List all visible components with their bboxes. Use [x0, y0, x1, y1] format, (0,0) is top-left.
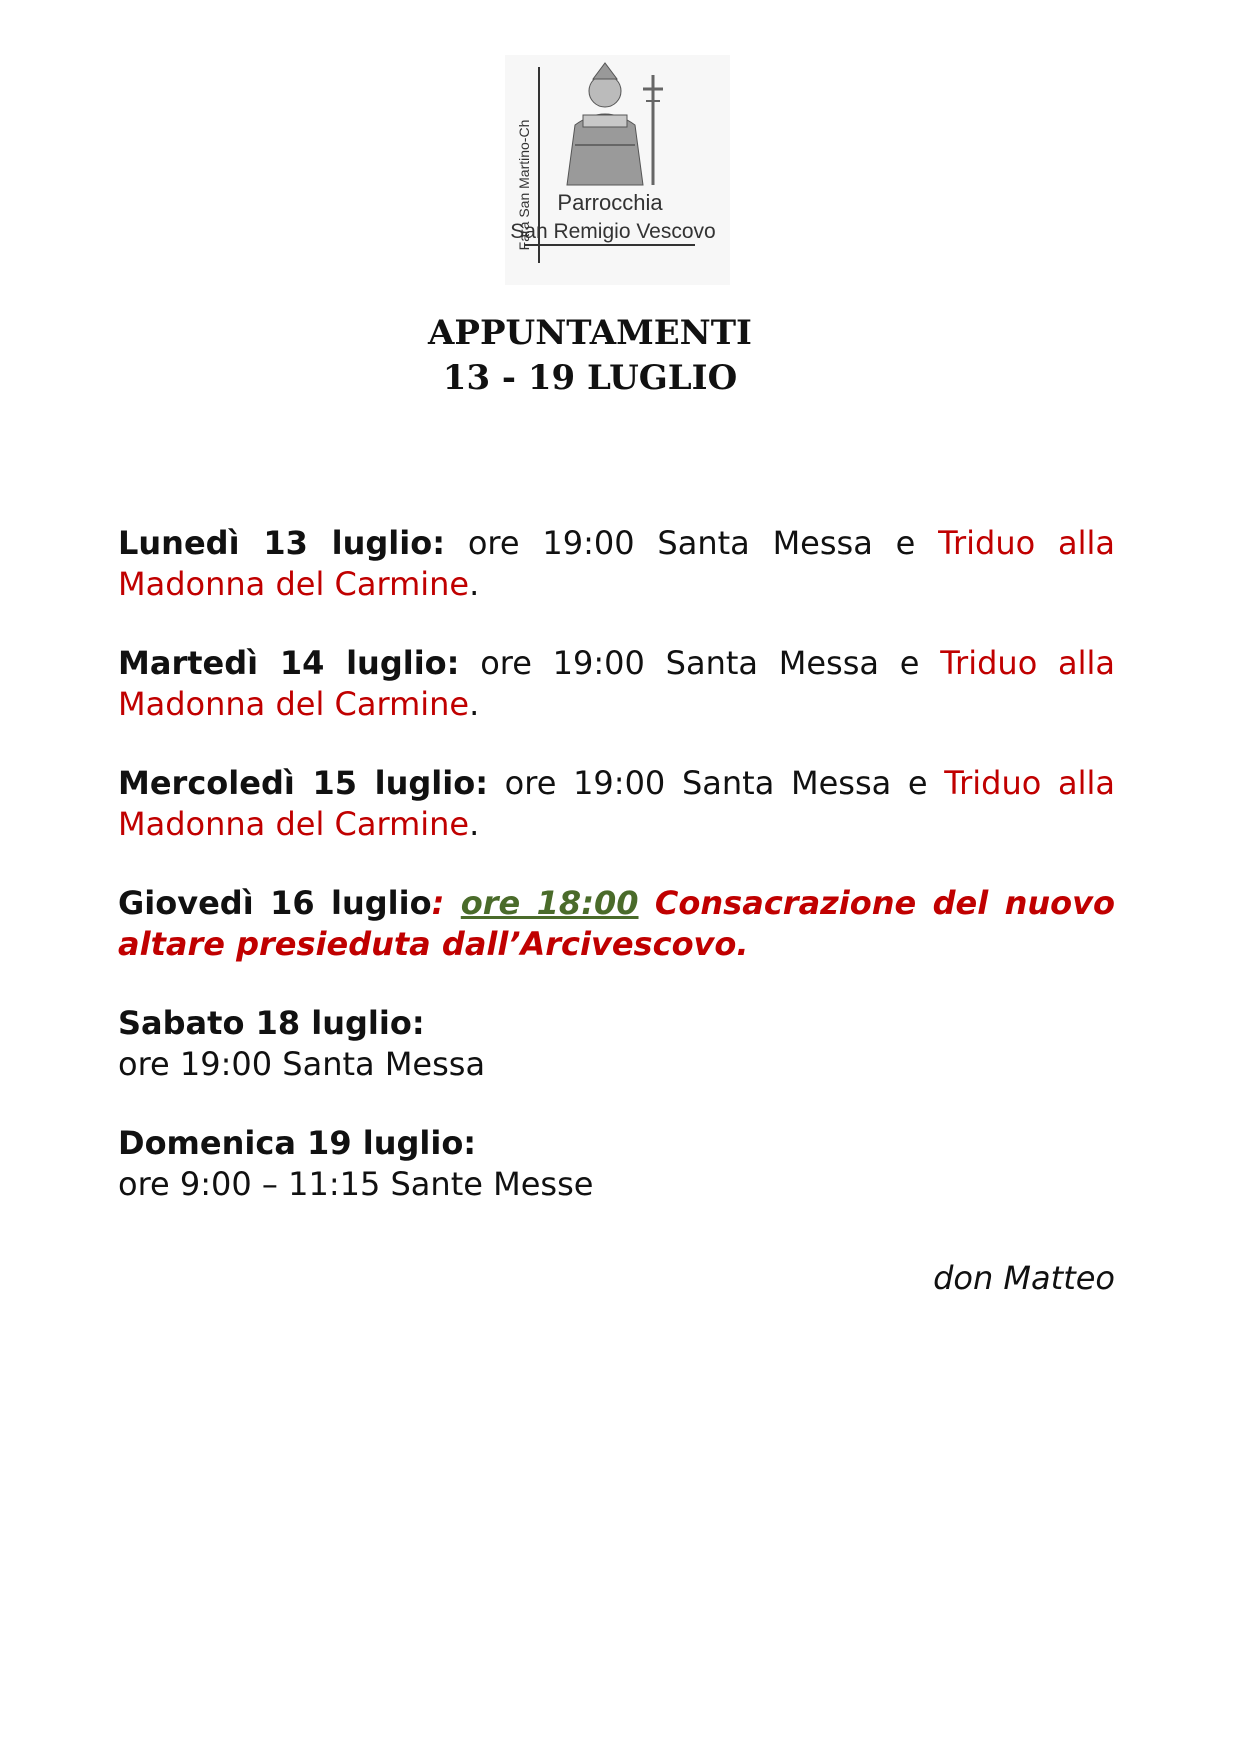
- entry-highlight: Triduo alla Madonna del Carmine: [118, 644, 1116, 723]
- page-title: APPUNTAMENTI: [428, 313, 752, 353]
- entry-day: Martedì 14 luglio:: [118, 644, 460, 682]
- appointment-tuesday: [118, 643, 1115, 725]
- page-subtitle-dates: 13 - 19 LUGLIO: [442, 358, 738, 398]
- entry-day: Domenica 19 luglio:: [118, 1124, 477, 1162]
- entry-text: ore 19:00 Santa Messa e: [488, 764, 945, 802]
- entry-end: .: [469, 685, 480, 723]
- appointment-thursday: [118, 883, 1115, 965]
- entry-text: ore 9:00 – 11:15 Sante Messe: [118, 1165, 594, 1203]
- appointment-wednesday: [118, 763, 1115, 845]
- entry-day: Giovedì 16 luglio: [118, 884, 432, 922]
- appointment-sunday: [118, 1123, 1115, 1205]
- entry-day: Sabato 18 luglio:: [118, 1004, 425, 1042]
- appointment-saturday: [118, 1003, 1115, 1085]
- entry-highlight: Triduo alla Madonna del Carmine: [118, 764, 1116, 843]
- parish-logo: [505, 55, 730, 285]
- entry-highlight: Consacrazione del nuovo altare presieduta dall’Arcivescovo.: [118, 884, 1115, 963]
- parish-logo-graphic: [505, 55, 730, 285]
- logo-line1: Parrocchia: [557, 190, 663, 215]
- entry-text: ore 19:00 Santa Messa e: [459, 644, 941, 682]
- entry-text: ore 19:00 Santa Messa: [118, 1045, 486, 1083]
- entry-highlight: Triduo alla Madonna del Carmine: [118, 524, 1116, 603]
- entry-text: ore 19:00 Santa Messa e: [445, 524, 939, 562]
- signature: don Matteo: [933, 1259, 1115, 1297]
- entry-end: .: [469, 805, 480, 843]
- entry-end: .: [469, 565, 480, 603]
- logo-vertical-text: Fara San Martino-Ch: [516, 119, 532, 251]
- entry-time: ore 18:00: [460, 884, 639, 922]
- appointment-monday: [118, 523, 1115, 605]
- entry-colon: :: [431, 884, 461, 922]
- entry-day: Mercoledì 15 luglio:: [118, 764, 489, 802]
- entry-day: Lunedì 13 luglio:: [118, 524, 446, 562]
- logo-line2: San Remigio Vescovo: [510, 220, 716, 243]
